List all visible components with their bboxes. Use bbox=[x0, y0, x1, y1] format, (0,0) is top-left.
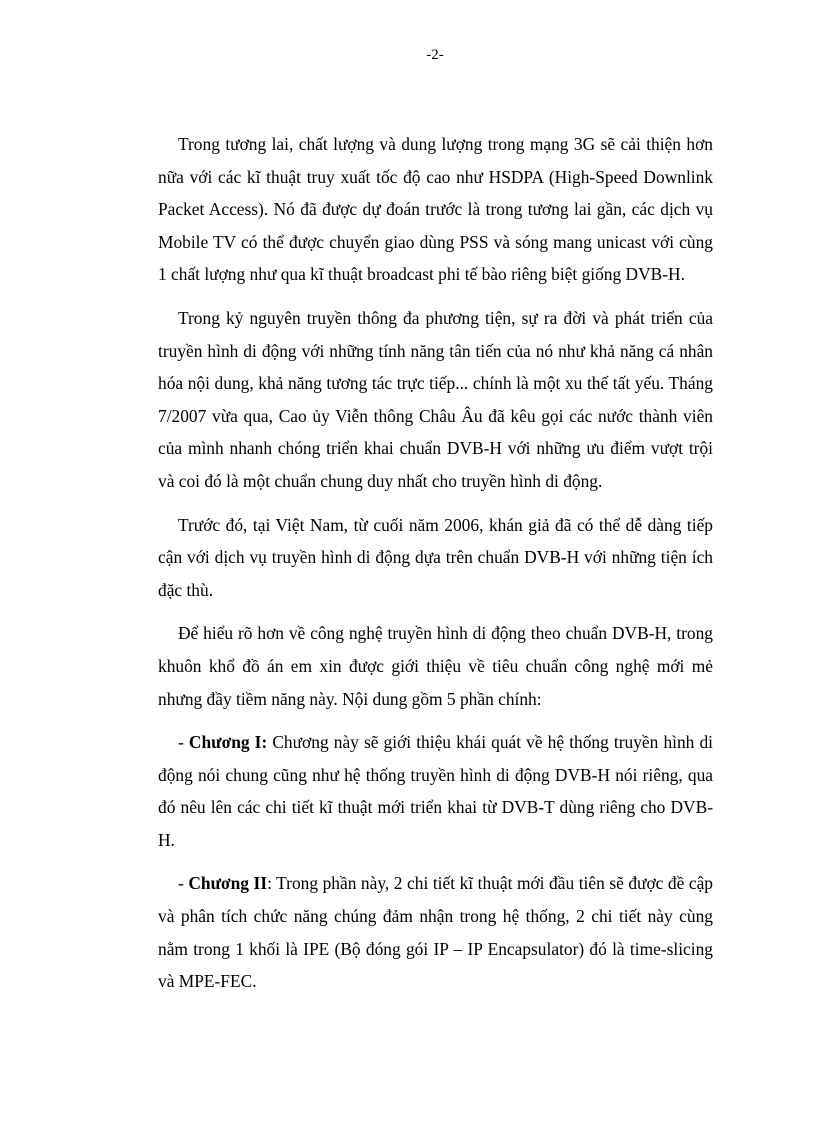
paragraph-introduction: Để hiểu rõ hơn về công nghệ truyền hình di động theo chuẩn DVB-H, trong khuôn khổ đồ án em xin được giới thiệu về tiêu chuẩn công nghệ mới mẻ nhưng đầy tiềm năng này. Nội dung gồm 5 phần chính: bbox=[158, 623, 713, 709]
chapter-2-prefix: - bbox=[178, 873, 189, 894]
chapter-1-title: Chương I: bbox=[188, 732, 268, 753]
chapter-1-summary bbox=[158, 726, 713, 856]
paragraph-multimedia-era: Trong kỷ nguyên truyền thông đa phương tiện, sự ra đời và phát triển của truyền hình di động với những tính năng tân tiến của nó như khả năng cá nhân hóa nội dung, khả năng tương tác trực tiếp... chính là một xu thế tất yếu. Tháng 7/2007 vừa qua, Cao ủy Viễn thông Châu Âu đã kêu gọi các nước thành viên của mình nhanh chóng triển khai chuẩn DVB-H với những ưu điểm vượt trội và coi đó là một chuẩn chung duy nhất cho truyền hình di động. bbox=[158, 307, 713, 491]
paragraph-vietnam: Trước đó, tại Việt Nam, từ cuối năm 2006, khán giả đã có thể dễ dàng tiếp cận với dịch vụ truyền hình di động dựa trên chuẩn DVB-H với những tiện ích đặc thù. bbox=[158, 514, 713, 600]
paragraph-3g-future: Trong tương lai, chất lượng và dung lượng trong mạng 3G sẽ cải thiện hơn nữa với các kĩ thuật truy xuất tốc độ cao như HSDPA (High-Speed Downlink Packet Access). Nó đã được dự đoán trước là trong tương lai gần, các dịch vụ Mobile TV có thể được chuyển giao dùng PSS và sóng mang unicast với cùng 1 chất lượng như qua kĩ thuật broadcast phi tế bào riêng biệt giống DVB-H. bbox=[158, 134, 713, 285]
chapter-2-summary bbox=[158, 867, 713, 997]
chapter-1-prefix: - bbox=[178, 732, 189, 753]
chapter-2-text: : Trong phần này, 2 chi tiết kĩ thuật mới đầu tiên sẽ được đề cập và phân tích chức năng chúng đảm nhận trong hệ thống, 2 chi tiết này cùng nằm trong 1 khối là IPE (Bộ đóng gói IP – IP Encapsulator) đó là time-slicing và MPE-FEC. bbox=[158, 873, 714, 992]
chapter-1-text: Chương này sẽ giới thiệu khái quát về hệ thống truyền hình di động nói chung cũng như hệ thống truyền hình di động DVB-H nói riêng, qua đó nêu lên các chi tiết kĩ thuật mới triển khai từ DVB-T dùng riêng cho DVB-H. bbox=[158, 732, 713, 850]
page-number: -2- bbox=[426, 47, 444, 63]
chapter-2-title: Chương II bbox=[188, 873, 268, 894]
document-body bbox=[158, 128, 713, 1009]
